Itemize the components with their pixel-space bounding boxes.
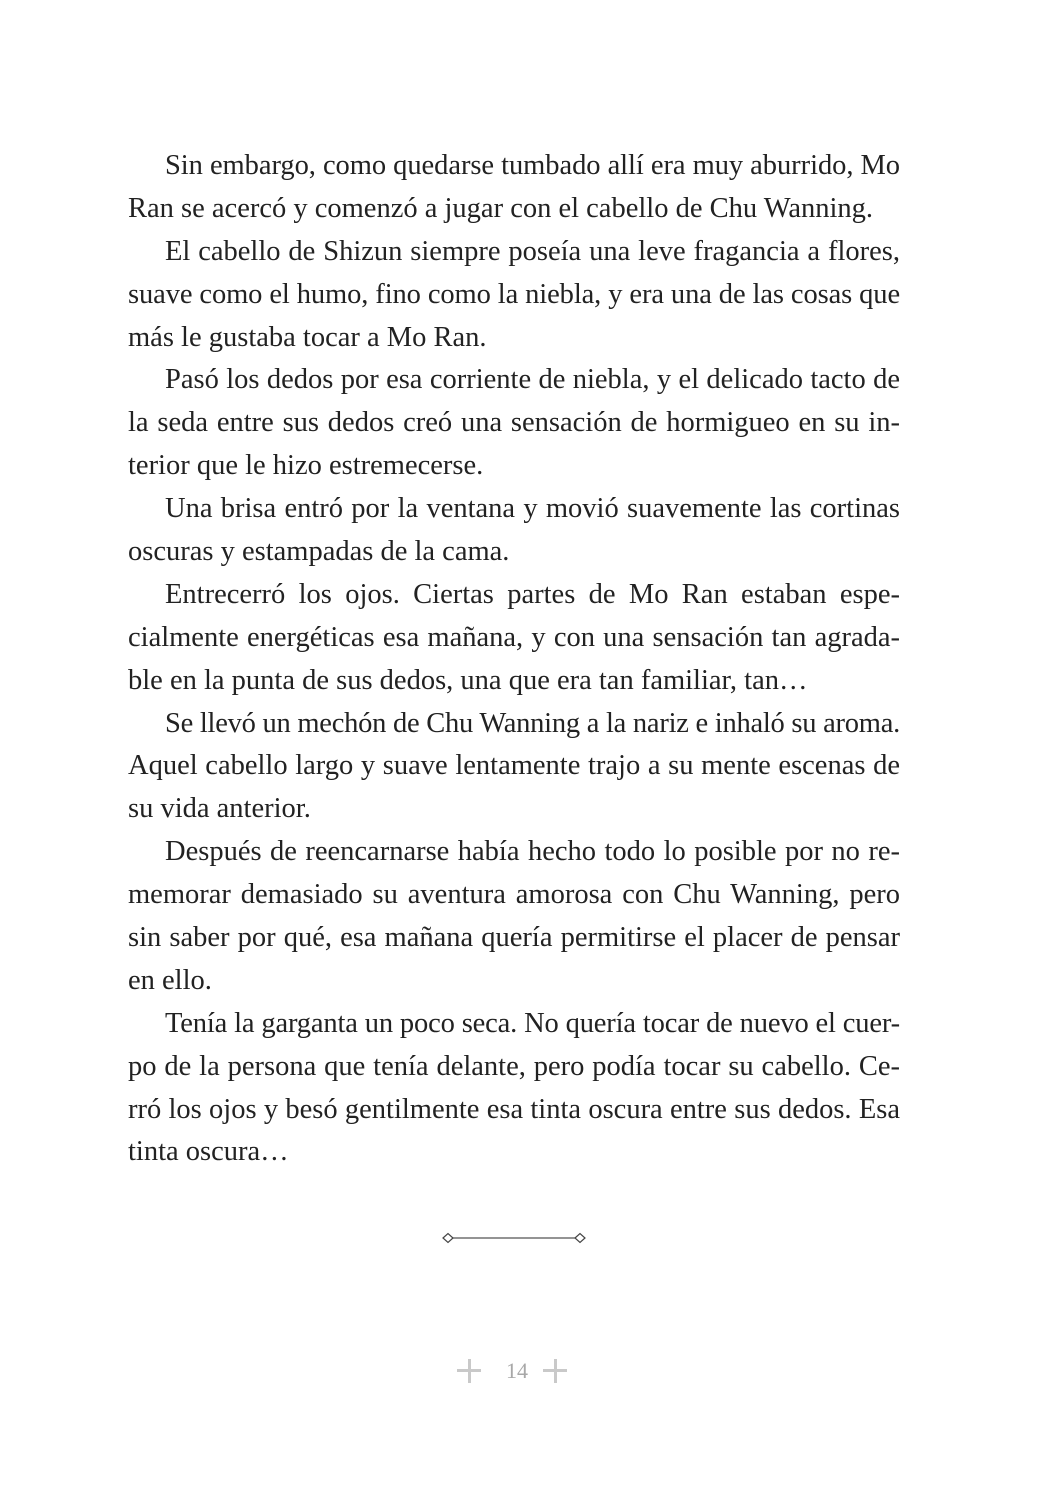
text-line: Sin embargo, como quedarse tumbado allí era muy aburrido, Mo bbox=[165, 150, 900, 181]
text-line: Entrecerró los ojos. Ciertas partes de Mo Ran estaban espe- bbox=[165, 578, 900, 610]
page-footer bbox=[455, 1353, 575, 1389]
page-number: 14 bbox=[506, 1358, 528, 1383]
text-line: memorar demasiado su aventura amorosa con Chu Wanning, pero bbox=[128, 879, 900, 911]
text-line: su vida anterior. bbox=[128, 793, 311, 825]
section-divider-icon bbox=[441, 1231, 587, 1245]
text-line: Tenía la garganta un poco seca. No quería tocar de nuevo el cuer- bbox=[165, 1007, 900, 1039]
text-line: sin saber por qué, esa mañana quería permitirse el placer de pensar bbox=[128, 922, 900, 954]
text-line: oscuras y estampadas de la cama. bbox=[128, 536, 510, 568]
paragraph bbox=[128, 488, 900, 574]
text-line: Después de reencarnarse había hecho todo lo posible por no re- bbox=[165, 836, 900, 868]
cross-ornament-icon bbox=[457, 1359, 481, 1383]
body-text bbox=[128, 145, 900, 1174]
paragraph bbox=[128, 231, 900, 360]
cross-ornament-icon bbox=[543, 1359, 567, 1383]
paragraph bbox=[128, 145, 900, 231]
text-line: terior que le hizo estremecerse. bbox=[128, 450, 484, 482]
text-line: Una brisa entró por la ventana y movió suavemente las cortinas bbox=[165, 493, 900, 525]
text-line: en ello. bbox=[128, 964, 212, 996]
text-line: El cabello de Shizun siempre poseía una leve fragancia a flores, bbox=[165, 235, 900, 267]
text-line: po de la persona que tenía delante, pero podía tocar su cabello. Ce- bbox=[128, 1050, 900, 1082]
text-line: Aquel cabello largo y suave lentamente trajo a su mente escenas de bbox=[128, 750, 900, 782]
text-line: Se llevó un mechón de Chu Wanning a la nariz e inhaló su aroma. bbox=[165, 707, 900, 739]
paragraph bbox=[128, 831, 900, 1003]
text-line: suave como el humo, fino como la niebla, y era una de las cosas que bbox=[128, 278, 900, 310]
paragraph bbox=[128, 1003, 900, 1175]
text-line: rró los ojos y besó gentilmente esa tinta oscura entre sus dedos. Esa bbox=[128, 1093, 900, 1125]
paragraph bbox=[128, 703, 900, 832]
text-line: más le gustaba tocar a Mo Ran. bbox=[128, 321, 487, 353]
paragraph bbox=[128, 574, 900, 703]
text-line: la seda entre sus dedos creó una sensación de hormigueo en su in- bbox=[128, 407, 900, 439]
paragraph bbox=[128, 359, 900, 488]
text-line: Ran se acercó y comenzó a jugar con el cabello de Chu Wanning. bbox=[128, 192, 874, 224]
text-line: cialmente energéticas esa mañana, y con una sensación tan agrada- bbox=[128, 621, 900, 653]
text-line: ble en la punta de sus dedos, una que era tan familiar, tan… bbox=[128, 664, 808, 696]
text-line: Pasó los dedos por esa corriente de niebla, y el delicado tacto de bbox=[165, 364, 900, 396]
text-line: tinta oscura… bbox=[128, 1136, 289, 1168]
